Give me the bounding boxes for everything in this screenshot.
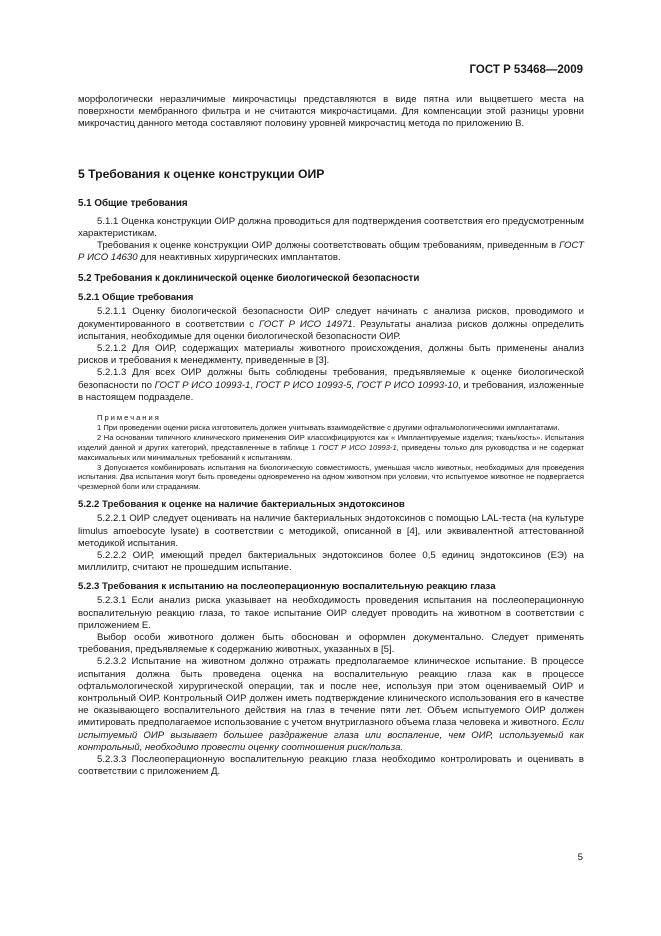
paragraph-5-1-1: 5.1.1 Оценка конструкции ОИР должна проводиться для подтверждения соответствия его предусмотренным характеристикам. — [78, 215, 584, 239]
section-5-2-1-title: 5.2.1 Общие требования — [78, 292, 194, 304]
paragraph-5-2-2-2: 5.2.2.2 ОИР, имеющий предел бактериальных эндотоксинов более 0,5 единиц эндотоксинов (ЕЭ) на миллилитр, считают не прошедшим испытание. — [78, 549, 584, 574]
section-5-1-title: 5.1 Общие требования — [78, 197, 188, 209]
standard-reference: ГОСТ Р ИСО 14630 — [78, 240, 584, 264]
paragraph-5-2-1-1: 5.2.1.1 Оценку биологической безопасности ОИР следует начинать с анализа рисков, проводимого и документированного в соответствии с ГОСТ Р ИСО 14971. Результаты анализа рисков должны определить испытания, необходимые для оценки биологической безопасности ОИР. — [78, 306, 585, 342]
paragraph-5-2-3-1: 5.2.3.1 Если анализ риска указывает на необходимость проведения испытания на послеоперационную воспалительную реакцию глаза, то такое испытание ОИР следует проводить на животном в соответствии с приложением Е. — [78, 595, 584, 631]
paragraph-5-2-1-3: 5.2.1.3 Для всех ОИР должны быть соблюдены требования, предъявляемые к оценке биологической безопасности по ГОСТ Р ИСО 10993-1, ГОСТ Р ИСО 10993-5, ГОСТ Р ИСО 10993-10, и требования, изложенные в настоящем подразделе. — [78, 367, 584, 403]
page-number: 5 — [577, 852, 583, 863]
paragraph-5-2-1-2: 5.2.1.2 Для ОИР, содержащих материалы животного происхождения, должны быть применены анализ рисков и требования к менеджменту, приведенные в [3]. — [78, 343, 584, 367]
paragraph-5-2-3-2: 5.2.3.2 Испытание на животном должно отражать предполагаемое клиническое испытание. В процессе испытания должна быть проведена оценка на воспалительную реакцию глаза как в процессе офтальмологической хирургической операции, так и после нее, используя при этом оцениваемый ОИР и контрольный ОИР. Контрольный ОИР должен иметь подтверждение клинического использования его в качестве не оказывающего воспалительного действия на глаз в течение пяти лет. Объем испытуемого ОИР должен имитировать предполагаемое использование с учетом внутриглазного объема глаза человека и животного. Если испытуемый ОИР вызывает большее раздражение глаза или воспаление, чем ОИР, используемый как контрольный, необходимо провести оценку соотношения риск/польза. — [78, 656, 584, 753]
standard-reference: ГОСТ Р ИСО 10993-1, ГОСТ Р ИСО 10993-5, ГОСТ Р ИСО 10993-10 — [154, 379, 458, 391]
note-3: 3 Допускается комбинировать испытания на биологическую совместимость, уменьшая число животных, необходимых для проведения испытания. Два испытания могут быть проведены одновременно на одном животном при условии, что испытуемое животное не подвергается чрезмерной боли или страданиям. — [78, 462, 584, 492]
document-code: ГОСТ Р 53468—2009 — [469, 64, 583, 76]
paragraph-5-2-3-1-b: Выбор особи животного должен быть обоснован и оформлен документально. Следует применять требования, предъявляемые к содержанию животных, указанных в [5]. — [78, 631, 584, 656]
section-5-title: 5 Требования к оценке конструкции ОИР — [78, 166, 325, 181]
note-2: 2 На основании типичного клинического применения ОИР классифицируются как « Имплантируемые изделия; ткань/кость». Испытания изделий данной и других категорий, представленные в таблице 1 ГОСТ Р ИСО 10993-1, приведены только для руководства и не содержат максимальных или минимальных требований к испытаниям. — [78, 432, 584, 462]
section-5-2-title: 5.2 Требования к доклинической оценке биологической безопасности — [78, 273, 420, 285]
note-1: 1 При проведении оценки риска изготовитель должен учитывать взаимодействие с другими офтальмологическими имплантатами. — [97, 422, 560, 432]
standard-reference: ГОСТ Р ИСО 14971 — [258, 318, 353, 330]
section-5-2-3-title: 5.2.3 Требования к испытанию на послеоперационную воспалительную реакцию глаза — [78, 581, 496, 593]
intro-paragraph: морфологически неразличимые микрочастицы представляются в виде пятна или выцветшего места на поверхности мембранного фильтра и не считаются микрочастицами. Для компенсации этой разницы уровни микрочастиц данного метода составляют половину уровней микрочастиц метода по приложению В. — [78, 94, 584, 130]
page-content — [78, 94, 584, 778]
paragraph-5-1-1-b: Требования к оценке конструкции ОИР должны соответствовать общим требованиям, приведенным в ГОСТ Р ИСО 14630 для неактивных хирургических имплантатов. — [78, 240, 584, 264]
paragraph-5-2-2-1: 5.2.2.1 ОИР следует оценивать на наличие бактериальных эндотоксинов с помощью LAL-теста (на культуре limulus amoebocyte lysate) в соответствии с методикой, описанной в [4], или эквивалентной аттестованной методикой испытания. — [78, 513, 584, 549]
emphasized-text: Если испытуемый ОИР вызывает большее раздражение глаза или воспаление, чем ОИР, используемый как контрольный, необходимо провести оценку соотношения риск/польза. — [78, 717, 584, 753]
notes-title: Примечания — [97, 413, 161, 423]
section-5-2-2-title: 5.2.2 Требования к оценке на наличие бактериальных эндотоксинов — [78, 499, 405, 511]
paragraph-5-2-3-3: 5.2.3.3 Послеоперационную воспалительную реакцию глаза необходимо контролировать и оценивать в соответствии с приложением Д. — [78, 753, 584, 778]
standard-reference: ГОСТ Р ИСО 10993-1 — [318, 442, 397, 452]
